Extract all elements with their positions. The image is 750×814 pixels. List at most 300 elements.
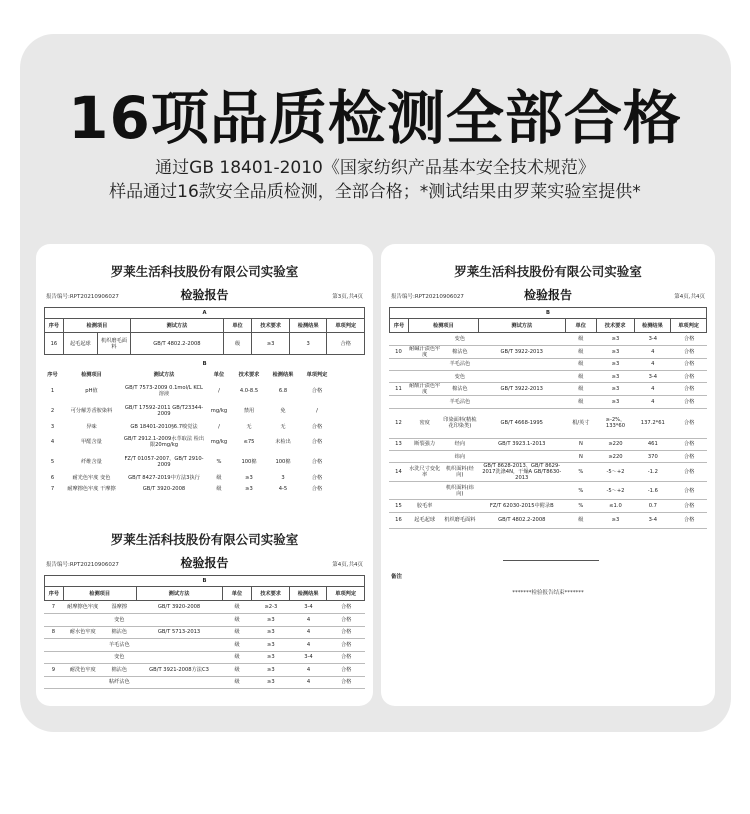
table-cell: ≥3 (597, 512, 635, 528)
column-header: 单位 (213, 372, 225, 378)
report-header (36, 286, 373, 304)
table-cell: 胶毛率 (408, 500, 441, 512)
column-header: 技术要求 (252, 587, 290, 601)
report-number: 报告编号:RPT20210906027 (391, 294, 464, 300)
column-header: 测试方法 (131, 319, 224, 333)
table-cell: 15 (389, 500, 408, 512)
table-row (389, 438, 707, 450)
table-cell: 机织面料(纬向) (441, 482, 478, 500)
table-cell: mg/kg (210, 408, 228, 414)
table-cell: ≥2-3 (252, 601, 290, 614)
table-cell: ≥3 (252, 651, 290, 664)
column-header: 测试方法 (136, 587, 222, 601)
table-cell: 级 (222, 601, 252, 614)
table-row (389, 345, 707, 358)
table-cell (136, 676, 222, 689)
report-number: 报告编号:RPT20210906027 (46, 562, 119, 568)
table-cell (63, 614, 103, 627)
table-cell: 机织面料(经向) (441, 463, 478, 482)
report-page-4-right (381, 262, 715, 529)
table-cell: ≥3 (245, 474, 253, 481)
table-cell: -5～+2 (597, 482, 635, 500)
table-cell: 纬向 (441, 450, 478, 462)
table-cell: 级 (216, 474, 222, 481)
table-cell (136, 614, 222, 627)
table-cell: 370 (634, 450, 671, 462)
table-cell: 合格 (311, 485, 323, 492)
table-cell: ≥3 (597, 396, 635, 408)
table-cell: 16 (389, 512, 408, 528)
table-row (44, 401, 365, 421)
table-cell: 棉沾色 (441, 383, 478, 396)
table-cell: 湿摩擦 (103, 601, 136, 614)
table-cell: 4 (290, 614, 328, 627)
table-cell: 11 (389, 383, 408, 396)
table-cell (478, 396, 565, 408)
table-cell: / (218, 423, 220, 430)
table-header (45, 319, 365, 333)
table-cell: 密度 (408, 408, 441, 438)
column-header: 序号 (45, 587, 64, 601)
table-row (44, 626, 365, 639)
table-cell: GB/T 3922-2013 (478, 345, 565, 358)
divider-line (503, 560, 599, 561)
table-cell: ≥220 (597, 438, 635, 450)
table-cell (478, 450, 565, 462)
table-cell: 机织磨毛面料 (441, 512, 478, 528)
table-cell: 13 (389, 438, 408, 450)
report-card-right (381, 244, 715, 706)
table-cell: 机织磨毛面料 (97, 333, 130, 355)
table-cell: 变色 (100, 474, 111, 481)
table-cell: 合格 (671, 450, 707, 462)
table-section-b-continued (44, 575, 365, 601)
table-cell: 4 (634, 383, 671, 396)
table-cell: 耐摩擦色牢度 (63, 601, 103, 614)
table-cell: 变色 (103, 614, 136, 627)
column-header: 检测项目 (63, 587, 136, 601)
table-cell: 棉沾色 (103, 626, 136, 639)
table-cell: 6 (50, 474, 55, 481)
table-cell (63, 639, 103, 652)
page-title: 16项品质检测全部合格 (68, 84, 682, 152)
table-cell: 4 (634, 345, 671, 358)
table-row (44, 614, 365, 627)
table-cell: -5～+2 (597, 463, 635, 482)
table-cell: 合格 (671, 358, 707, 370)
table-cell: % (565, 463, 596, 482)
table-cell: GB/T 3923.1-2013 (478, 438, 565, 450)
table-row (389, 482, 707, 500)
table-cell (389, 396, 408, 408)
table-cell (408, 482, 441, 500)
table-cell: 合格 (671, 463, 707, 482)
company-name: 罗莱生活科技股份有限公司实验室 (110, 264, 299, 279)
table-cell: 合格 (311, 388, 323, 394)
table-cell: GB/T 3920-2008 (142, 485, 186, 492)
column-header: 检测结果 (272, 372, 294, 378)
table-cell: 137.2*61 (634, 408, 671, 438)
column-header: 序号 (45, 319, 64, 333)
table-cell: GB 18401-2010§6.7嗅觉法 (130, 423, 198, 430)
table-cell: GB/T 3920-2008 (136, 601, 222, 614)
table-row (44, 601, 365, 614)
table-cell: 经向 (441, 438, 478, 450)
table-cell: 耐光色牢度 (72, 474, 99, 481)
table-cell: 7 (44, 601, 63, 614)
table-cell: 起毛起球 (63, 333, 97, 355)
table-row (44, 452, 365, 472)
section-label: A (45, 308, 365, 319)
table-cell: 合格 (327, 333, 365, 355)
table-cell: 纤维含量 (81, 459, 102, 465)
column-header: 检测结果 (634, 319, 671, 333)
table-cell: 合格 (671, 396, 707, 408)
table-cell: ≥3 (597, 345, 635, 358)
table-cell: 3-4 (290, 601, 328, 614)
table-cell: 10 (389, 345, 408, 358)
table-cell: 3-4 (290, 651, 328, 664)
table-cell: GB/T 5713-2013 (136, 626, 222, 639)
table-cell (136, 639, 222, 652)
table-cell: 羊毛沾色 (441, 396, 478, 408)
table-row (44, 381, 365, 401)
table-cell: ≥3 (252, 333, 290, 355)
report-number: 报告编号:RPT20210906027 (46, 294, 119, 300)
table-cell: -1.2 (634, 463, 671, 482)
table-cell: ≥3 (245, 485, 253, 492)
table-cell: 合格 (311, 439, 323, 445)
table-cell: ≥3 (597, 383, 635, 396)
table-cell: 合格 (327, 626, 365, 639)
table-cell: 级 (216, 485, 222, 492)
table-row (44, 676, 365, 689)
table-cell: 16 (45, 333, 64, 355)
column-header: 序号 (390, 319, 409, 333)
table-cell (63, 651, 103, 664)
table-cell (44, 639, 63, 652)
table-cell: 级 (565, 383, 596, 396)
table-row (389, 383, 707, 396)
table-cell: GB/T 8427-2019中方法3执行 (128, 474, 200, 481)
table-cell: 4 (290, 639, 328, 652)
table-cell: GB/T 2912.1-2009水萃取法 检出限20mg/kg (123, 436, 205, 448)
section-label: B (390, 308, 707, 319)
company-name: 罗莱生活科技股份有限公司实验室 (454, 264, 642, 279)
table-row (44, 639, 365, 652)
table-cell (389, 450, 408, 462)
table-cell: 4 (634, 358, 671, 370)
table-cell: N (565, 450, 596, 462)
table-row (389, 450, 707, 462)
table-header (45, 587, 365, 601)
report-title: 检验报告 (180, 288, 229, 302)
table-row (44, 472, 365, 483)
table-cell: 变色 (441, 371, 478, 383)
table-body (389, 333, 707, 529)
table-cell: 合格 (327, 664, 365, 677)
table-cell: 级 (565, 333, 596, 345)
report-title: 检验报告 (180, 556, 229, 570)
table-cell (389, 482, 408, 500)
table-cell: 级 (223, 333, 252, 355)
table-row (389, 371, 707, 383)
table-cell: GB/T 4668-1995 (478, 408, 565, 438)
table-cell: 4 (50, 439, 55, 445)
column-header: 单项判定 (327, 319, 365, 333)
table-cell: 耐水色牢度 (63, 626, 103, 639)
column-header: 单位 (223, 319, 252, 333)
table-row (44, 421, 365, 432)
table-cell: 7 (50, 485, 55, 492)
table-cell: 100棉 (241, 459, 257, 465)
table-cell: 异味 (86, 423, 97, 430)
table-cell: 无 (280, 423, 286, 430)
table-cell: 羊毛沾色 (103, 639, 136, 652)
table-cell: GB/T 8628-2013、GB/T 8629-2017洗涤4N，干燥A GB/T8630-2013 (478, 463, 565, 482)
report-end-text: *******检验报告结束******* (512, 590, 584, 596)
table-cell (441, 500, 478, 512)
column-header: 检测项目 (63, 319, 130, 333)
table-cell: 3 (289, 333, 327, 355)
table-cell (389, 333, 408, 345)
table-cell: 14 (389, 463, 408, 482)
table-cell (136, 651, 222, 664)
table-cell: 无 (246, 423, 252, 430)
table-cell: / (218, 388, 220, 394)
table-cell: ≥3 (252, 664, 290, 677)
table-cell: 印染面料(精梳花印染类) (441, 408, 478, 438)
table-cell: 9 (44, 664, 63, 677)
table-cell (478, 371, 565, 383)
table-cell: ≥3 (252, 639, 290, 652)
table-section-a (44, 307, 365, 355)
table-cell (478, 333, 565, 345)
table-cell: 级 (222, 676, 252, 689)
table-cell: 合格 (311, 459, 323, 465)
table-cell: / (316, 408, 318, 414)
table-cell: 级 (222, 651, 252, 664)
page-number: 第4页,共4页 (674, 294, 705, 300)
table-cell: 3-4 (634, 512, 671, 528)
table-row (389, 463, 707, 482)
table-cell: 合格 (311, 474, 323, 481)
column-header: 技术要求 (252, 319, 290, 333)
table-cell: 合格 (327, 639, 365, 652)
table-cell: ≥3 (597, 333, 635, 345)
table-cell: 4 (634, 396, 671, 408)
table-cell: 变色 (441, 333, 478, 345)
table-cell: 级 (222, 664, 252, 677)
table-cell: 0.7 (634, 500, 671, 512)
table-cell: 粘纤沾色 (103, 676, 136, 689)
table-cell: 耐摩擦色牢度 (67, 485, 99, 492)
column-header: 单项判定 (306, 372, 328, 378)
column-header: 检测结果 (289, 319, 327, 333)
table-row (45, 333, 365, 355)
table-row (44, 651, 365, 664)
table-cell: N (565, 438, 596, 450)
table-cell: GB/T 3922-2013 (478, 383, 565, 396)
table-cell: 变色 (103, 651, 136, 664)
table-cell: ≥3 (252, 614, 290, 627)
column-header: 测试方法 (478, 319, 565, 333)
table-cell: ≥3 (252, 626, 290, 639)
table-cell: 2 (50, 408, 55, 414)
table-cell: 级 (565, 512, 596, 528)
table-cell: 1 (50, 388, 55, 394)
table-row (44, 432, 365, 452)
table-cell: GB/T 7573-2009 0.1mol/L KCL溶液 (125, 385, 203, 397)
table-row (389, 358, 707, 370)
column-header: 测试方法 (153, 372, 175, 378)
table-cell: FZ/T 62030-2015中附录B (478, 500, 565, 512)
table-cell (389, 358, 408, 370)
table-cell: % (565, 500, 596, 512)
table-cell (478, 482, 565, 500)
table-cell: 合格 (671, 333, 707, 345)
table-row (44, 664, 365, 677)
table-cell: 级 (222, 626, 252, 639)
table-cell: 合格 (327, 601, 365, 614)
table-cell: GB/T 3921-2008方法C3 (136, 664, 222, 677)
table-cell: 8 (44, 626, 63, 639)
table-cell: 4.0-8.5 (239, 388, 259, 394)
subtitle-standard: 通过GB 18401-2010《国家纺织产品基本安全技术规范》 (155, 158, 595, 178)
table-row (389, 396, 707, 408)
table-cell: 合格 (671, 438, 707, 450)
table-cell: 3-4 (634, 371, 671, 383)
table-cell: 级 (222, 614, 252, 627)
table-cell: 4 (290, 664, 328, 677)
column-header: 单位 (565, 319, 596, 333)
table-cell: 合格 (671, 408, 707, 438)
table-cell: 棉沾色 (103, 664, 136, 677)
table-cell (44, 676, 63, 689)
report-card-left (36, 244, 373, 706)
table-header (44, 369, 365, 381)
table-cell: 可分解芳香胺染料 (70, 408, 113, 414)
table-cell: 合格 (671, 383, 707, 396)
table-cell: 干摩擦 (100, 485, 116, 492)
table-cell: 断裂强力 (408, 438, 441, 450)
table-row (44, 483, 365, 494)
table-cell (408, 371, 441, 383)
page-number: 第3页,共4页 (332, 294, 363, 300)
table-cell: 合格 (671, 482, 707, 500)
table-cell: 禁用 (243, 408, 255, 414)
table-cell: 3 (281, 474, 285, 481)
report-header (36, 554, 373, 572)
table-cell: 级 (565, 358, 596, 370)
table-cell: 棉沾色 (441, 345, 478, 358)
report-title: 检验报告 (523, 288, 572, 302)
table-cell (408, 333, 441, 345)
table-cell: 羊毛沾色 (441, 358, 478, 370)
table-cell: 3 (50, 423, 55, 430)
column-header: 技术要求 (596, 319, 634, 333)
report-header (381, 286, 715, 304)
page-number: 第4页,共4页 (332, 562, 363, 568)
column-header: 序号 (47, 372, 58, 378)
table-cell: ≥3 (597, 358, 635, 370)
table-cell: % (216, 459, 222, 465)
column-header: 单位 (222, 587, 252, 601)
table-cell: ≤1.0 (597, 500, 635, 512)
table-cell: 水洗尺寸变化率 (408, 463, 441, 482)
table-cell: 合格 (671, 371, 707, 383)
table-cell (478, 358, 565, 370)
table-cell (44, 651, 63, 664)
table-cell: 级 (565, 345, 596, 358)
table-cell: % (565, 482, 596, 500)
table-body (44, 601, 365, 689)
table-cell: 耐碱汗渍色牢度 (409, 345, 441, 358)
table-cell: -1.6 (634, 482, 671, 500)
company-name: 罗莱生活科技股份有限公司实验室 (110, 532, 299, 547)
table-cell: ≤75 (243, 439, 255, 445)
table-cell: ≥-2%，133*60 (597, 408, 635, 438)
table-cell: 级 (565, 396, 596, 408)
table-cell: 耐酸汗渍色牢度 (409, 383, 441, 396)
table-cell: 合格 (311, 423, 323, 430)
column-header: 检测项目 (408, 319, 478, 333)
subtitle-result: 样品通过16款安全品质检测，全部合格；*测试结果由罗莱实验室提供* (109, 182, 641, 202)
table-cell: 免 (280, 408, 286, 414)
column-header: 检测结果 (289, 587, 327, 601)
table-cell: 6.8 (278, 388, 288, 394)
table-section-b-right (389, 307, 707, 333)
table-cell: 级 (565, 371, 596, 383)
table-cell: 3-4 (634, 333, 671, 345)
table-cell: GB/T 4802.2-2008 (478, 512, 565, 528)
section-label: B (45, 576, 365, 587)
table-cell: ≥3 (252, 676, 290, 689)
table-cell (44, 614, 63, 627)
table-row (389, 408, 707, 438)
table-cell: 合格 (671, 500, 707, 512)
table-cell: 4-5 (278, 485, 288, 492)
table-cell: GB/T 4802.2-2008 (131, 333, 224, 355)
column-header: 单项判定 (671, 319, 707, 333)
table-cell: 5 (50, 459, 55, 465)
table-row (389, 512, 707, 528)
table-cell (408, 358, 441, 370)
table-cell: GB/T 17592-2011 GB/T23344-2009 (124, 405, 204, 417)
table-cell: 合格 (671, 512, 707, 528)
table-cell: 耐洗色牢度 (63, 664, 103, 677)
report-page-4 (36, 530, 373, 689)
table-cell: pH值 (85, 388, 98, 394)
table-cell: ≥3 (597, 371, 635, 383)
table-section-b (44, 359, 365, 494)
table-cell (408, 450, 441, 462)
note-label: 备注 (391, 574, 403, 580)
table-cell: 4 (290, 626, 328, 639)
table-cell: ≥220 (597, 450, 635, 462)
table-cell: 合格 (327, 676, 365, 689)
column-header: 单项判定 (327, 587, 365, 601)
table-cell: FZ/T 01057-2007、GB/T 2910-2009 (124, 456, 204, 468)
column-header: 技术要求 (238, 372, 260, 378)
table-cell: 4 (290, 676, 328, 689)
table-cell (63, 676, 103, 689)
table-cell: 合格 (671, 345, 707, 358)
table-cell: 合格 (327, 651, 365, 664)
table-cell (408, 396, 441, 408)
table-row (389, 333, 707, 345)
table-cell: 级 (222, 639, 252, 652)
